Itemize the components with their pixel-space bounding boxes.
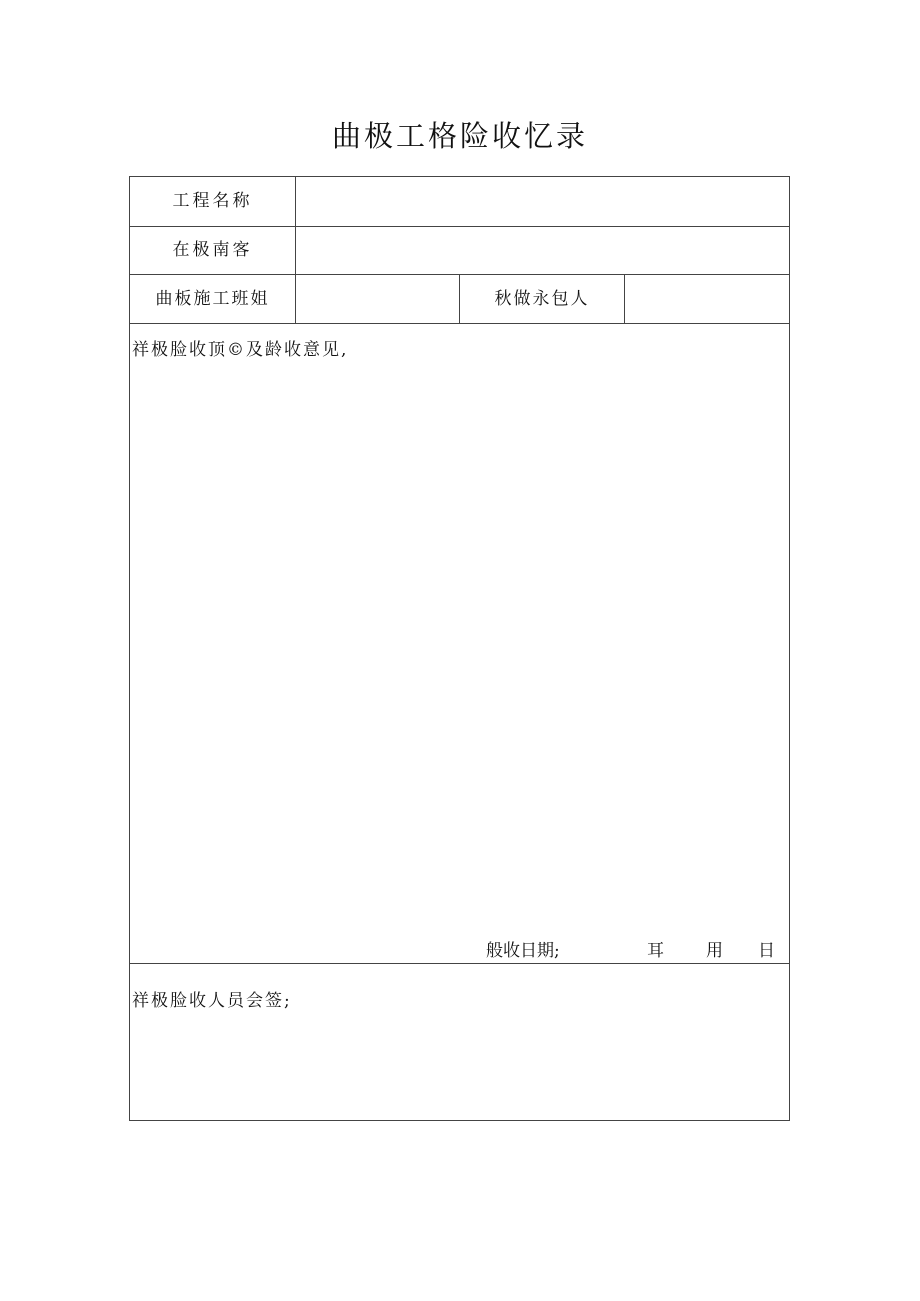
inspection-form (129, 176, 790, 1121)
row-divider (130, 963, 789, 964)
project-name-label: 工程名称 (172, 191, 253, 211)
column-divider (624, 274, 625, 323)
construction-team-label: 曲板施工班姐 (155, 289, 270, 309)
day-unit: 日 (758, 941, 775, 961)
contractor-label: 秋做永包人 (494, 289, 590, 309)
inspection-items-label: 祥极脸收顶©及龄收意见, (132, 340, 349, 360)
document-title: 曲极工格险收忆录 (331, 119, 588, 153)
inspectors-signature-label: 祥极脸收人员会签; (132, 991, 292, 1011)
inspection-date-label: 般收日期; (486, 941, 560, 961)
column-divider (295, 177, 296, 323)
inspectors-signature-field[interactable] (138, 1019, 778, 1109)
year-unit: 耳 (647, 941, 664, 961)
row-divider (130, 323, 789, 324)
month-unit: 用 (706, 941, 723, 961)
location-label: 在极南客 (172, 240, 253, 260)
row-divider (130, 226, 789, 227)
inspection-items-field[interactable] (138, 369, 778, 929)
